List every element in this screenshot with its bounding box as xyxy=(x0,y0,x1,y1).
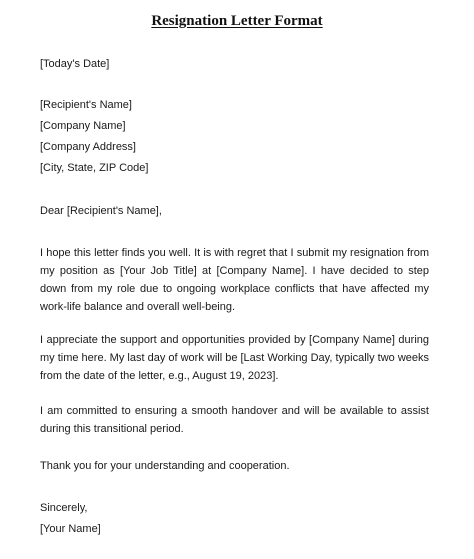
recipient-city-state-zip: [City, State, ZIP Code] xyxy=(40,162,149,174)
recipient-name: [Recipient's Name] xyxy=(40,99,132,111)
body-paragraph-2: I appreciate the support and opportunities provided by [Company Name] during my time here. My last day of work will be [Last Working Day, typically two weeks from the date of the letter, e.g., August 19, 2023]. xyxy=(40,334,429,382)
body-paragraph-1: I hope this letter finds you well. It is with regret that I submit my resignation from my position as [Your Job Title] at [Company Name]. I have decided to step down from my role due to ongoing workplace conflicts that have affected my work-life balance and overall well-being. xyxy=(40,247,429,313)
salutation: Dear [Recipient's Name], xyxy=(40,205,162,217)
body-paragraph-4: Thank you for your understanding and cooperation. xyxy=(40,460,290,472)
date-line: [Today's Date] xyxy=(40,58,110,70)
document-title: Resignation Letter Format xyxy=(151,13,323,29)
recipient-address: [Company Address] xyxy=(40,141,136,153)
body-paragraph-3: I am committed to ensuring a smooth handover and will be available to assist during this transitional period. xyxy=(40,405,429,435)
recipient-company: [Company Name] xyxy=(40,120,126,132)
signature-name: [Your Name] xyxy=(40,523,101,535)
closing: Sincerely, xyxy=(40,502,88,514)
